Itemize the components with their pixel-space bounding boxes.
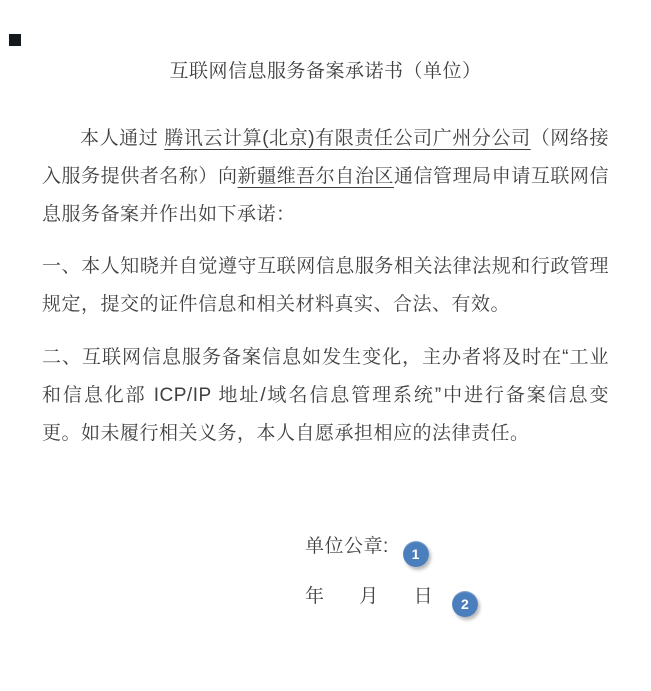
document-body — [42, 120, 609, 453]
callout-1-badge: 1 — [403, 541, 429, 567]
fill-in-field: 腾讯云计算(北京)有限责任公司广州分公司 — [164, 128, 531, 149]
date-year-label: 年 — [305, 586, 325, 607]
body-text: 本人通过 — [80, 128, 165, 149]
seal-line — [305, 528, 651, 566]
body-text: 通信管理局申请互联网信息服务备案并作出如下承诺： — [42, 166, 609, 225]
date-line — [305, 578, 651, 616]
date-month-label: 月 — [359, 586, 379, 607]
paragraph — [42, 339, 609, 453]
body-text: 一、本人知晓并自觉遵守互联网信息服务相关法律法规和行政管理规定，提交的证件信息和相关材料真实、合法、有效。 — [42, 256, 609, 315]
body-text: 二、互联网信息服务备案信息如发生变化，主办者将及时在“工业和信息化部 ICP/IP 地址/域名信息管理系统”中进行备案信息变更。如未履行相关义务，本人自愿承担相应的法律责任。 — [42, 347, 609, 444]
callout-2-badge: 2 — [452, 591, 478, 617]
paragraph — [42, 248, 609, 324]
seal-label: 单位公章: — [305, 536, 389, 557]
fill-in-field: 新疆维吾尔自治区 — [237, 166, 394, 187]
signature-section — [305, 528, 651, 616]
document-title: 互联网信息服务备案承诺书（单位） — [169, 61, 482, 82]
body-text: （网络接入服务提供者名称）向 — [42, 128, 609, 187]
page-corner-marker — [9, 34, 21, 46]
date-day-label: 日 — [413, 586, 434, 607]
paragraph — [42, 120, 609, 234]
